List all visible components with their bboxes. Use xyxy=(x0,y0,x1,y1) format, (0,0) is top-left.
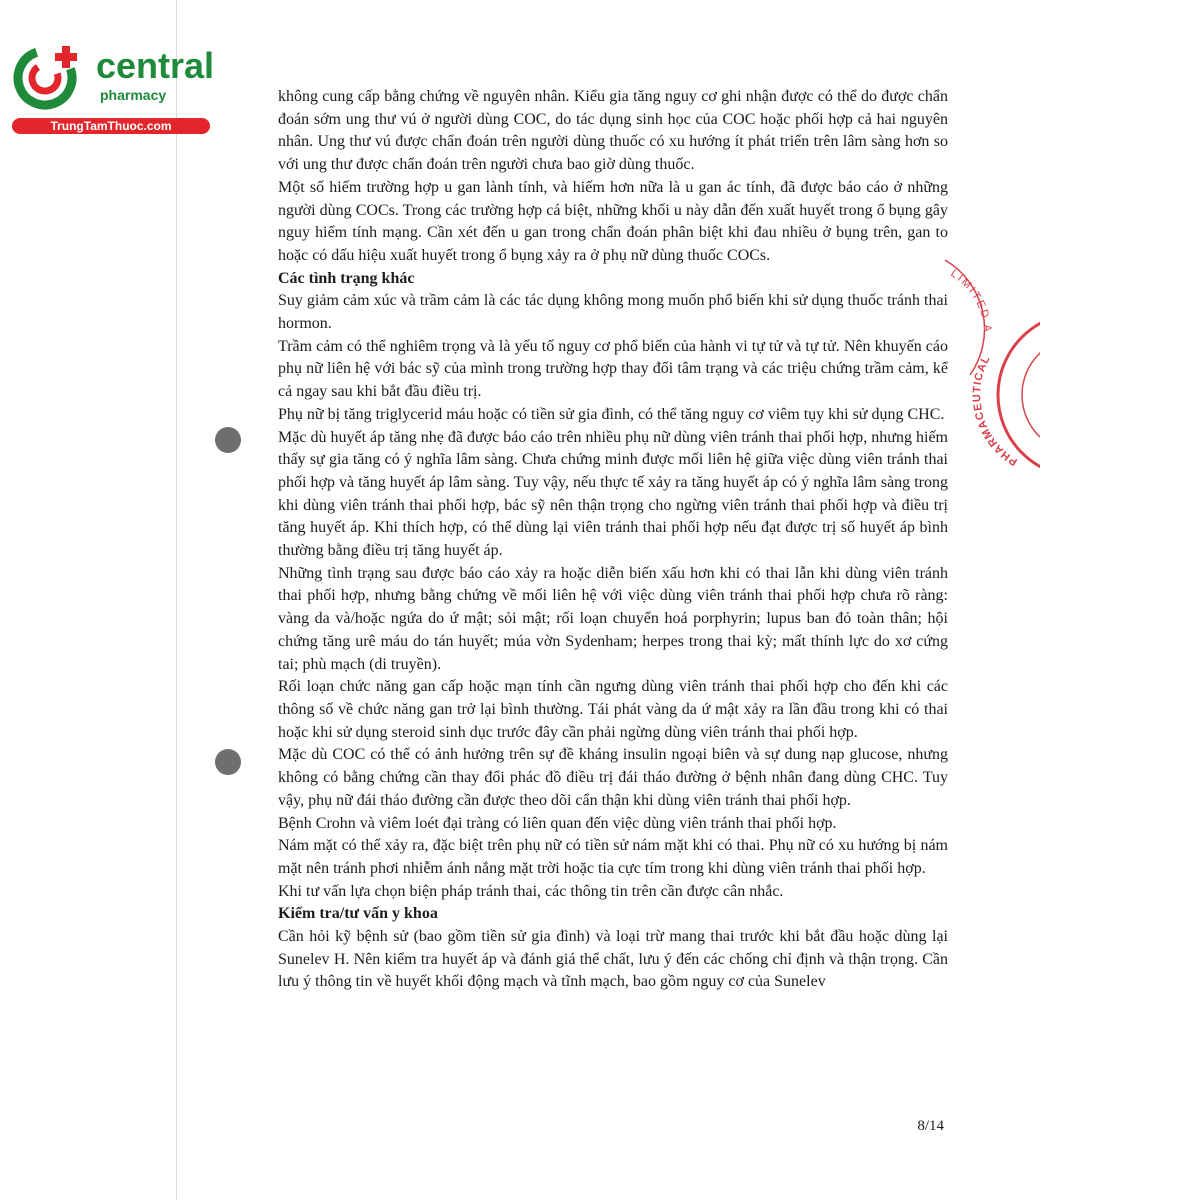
page-number: 8/14 xyxy=(917,1118,944,1134)
punch-hole-top xyxy=(215,427,241,453)
section-heading: Các tình trạng khác xyxy=(278,269,415,287)
paragraph: Khi tư vấn lựa chọn biện pháp tránh thai, các thông tin trên cần được cân nhắc. xyxy=(278,882,784,900)
brand-website: TrungTamThuoc.com xyxy=(12,118,210,134)
svg-text:PHARMACEUTICAL xyxy=(971,353,1019,467)
scan-background-left xyxy=(0,0,176,1200)
brand-subtitle: pharmacy xyxy=(100,87,167,103)
paragraph: không cung cấp bằng chứng về nguyên nhân. Kiểu gia tăng nguy cơ ghi nhận được có thể do được chẩn đoán sớm ung thư vú ở người dùng COC, do tác dụng sinh học của COC hoặc phối hợp cả hai nguyên nhân. Ung thư vú được chẩn đoán trên người dùng thuốc có xu hướng ít phát triển trên lâm sàng hơn so với ung thư được chẩn đoán trên người chưa bao giờ dùng thuốc. xyxy=(278,88,948,174)
document-body xyxy=(278,86,948,994)
paragraph: Trầm cảm có thể nghiêm trọng và là yếu tố nguy cơ phổ biến của hành vi tự tử và tự tử. Nên khuyến cáo phụ nữ liên hệ với bác sỹ của mình trong trường hợp thay đổi tâm trạng và các triệu chứng trầm cảm, kể cả ngay sau khi bắt đầu điều trị. xyxy=(278,337,948,401)
scan-background-right xyxy=(1022,0,1200,1200)
company-stamp xyxy=(940,255,1040,485)
brand-name: central xyxy=(96,45,215,86)
paragraph: Bệnh Crohn và viêm loét đại tràng có liên quan đến việc dùng viên tránh thai phối hợp. xyxy=(278,814,837,832)
paragraph: Phụ nữ bị tăng triglycerid máu hoặc có tiền sử gia đình, có thể tăng nguy cơ viêm tụy khi sử dụng CHC. xyxy=(278,405,945,423)
paragraph: Mặc dù COC có thể có ảnh hưởng trên sự đề kháng insulin ngoại biên và sự dung nạp glucose, nhưng không có bằng chứng cần thay đổi phác đồ điều trị đái tháo đường ở bệnh nhân đang dùng CHC. Tuy vậy, phụ nữ đái tháo đường cần được theo dõi cẩn thận khi dùng viên tránh thai phối hợp. xyxy=(278,746,948,809)
paragraph: Rối loạn chức năng gan cấp hoặc mạn tính cần ngưng dùng viên tránh thai phối hợp cho đến khi các thông số về chức năng gan trở lại bình thường. Tái phát vàng da ứ mật xảy ra lần đầu trong khi có thai hoặc khi sử dụng steroid sinh dục trước đây cần phải ngừng dùng viên tránh thai phối hợp. xyxy=(278,678,948,741)
paragraph: Mặc dù huyết áp tăng nhẹ đã được báo cáo trên nhiều phụ nữ dùng viên tránh thai phối hợp, nhưng hiếm thấy sự gia tăng có ý nghĩa lâm sàng. Chưa chứng minh được mối liên hệ giữa việc dùng viên tránh thai phối hợp và tăng huyết áp lâm sàng. Tuy vậy, nếu thực tế xảy ra tăng huyết áp có ý nghĩa lâm sàng trong khi dùng viên tránh thai phối hợp, bác sỹ nên thận trọng cho ngừng viên tránh thai phối hợp và điều trị tăng huyết áp. Khi thích hợp, có thể dùng lại viên tránh thai phối hợp nếu đạt được trị số huyết áp bình thường bằng điều trị tăng huyết áp. xyxy=(278,428,948,560)
section-heading: Kiểm tra/tư vấn y khoa xyxy=(278,905,438,923)
paragraph: Những tình trạng sau được báo cáo xảy ra hoặc diễn biến xấu hơn khi có thai lẫn khi dùng viên tránh thai phối hợp, nhưng bằng chứng về mối liên hệ với việc dùng viên tránh thai phối hợp chưa rõ ràng: vàng da và/hoặc ngứa do ứ mật; sỏi mật; rối loạn chuyển hoá porphyrin; lupus ban đỏ toàn thân; hội chứng tăng urê máu do tán huyết; múa vờn Sydenham; herpes trong thai kỳ; mất thính lực do xơ cứng tai; phù mạch (di truyền). xyxy=(278,564,948,673)
central-pharmacy-logo xyxy=(10,38,215,138)
stamp-text-upper: LIMITED A xyxy=(948,267,994,335)
paragraph: Suy giảm cảm xúc và trầm cảm là các tác dụng không mong muốn phổ biến khi sử dụng thuốc tránh thai hormon. xyxy=(278,292,948,333)
svg-text:LIMITED A xyxy=(948,267,993,334)
paragraph: Một số hiếm trường hợp u gan lành tính, và hiếm hơn nữa là u gan ác tính, đã được báo cáo ở những người dùng COCs. Trong các trường hợp cá biệt, những khối u này dẫn đến xuất huyết trong ổ bụng gây nguy hiểm tính mạng. Cần xét đến u gan trong chẩn đoán phân biệt khi đau nhiều ở bụng trên, gan to hoặc có dấu hiệu xuất huyết trong ổ bụng xảy ra ở phụ nữ dùng thuốc COCs. xyxy=(278,178,948,264)
stamp-text-lower: PHARMACEUTICAL xyxy=(971,353,1020,468)
punch-hole-bottom xyxy=(215,749,241,775)
paragraph: Nám mặt có thể xảy ra, đặc biệt trên phụ nữ có tiền sử nám mặt khi có thai. Phụ nữ có xu hướng bị nám mặt nên tránh phơi nhiễm ánh nắng mặt trời hoặc tia cực tím trong khi dùng viên tránh thai phối hợp. xyxy=(278,837,948,877)
paragraph: Cần hỏi kỹ bệnh sử (bao gồm tiền sử gia đình) và loại trừ mang thai trước khi bắt đầu hoặc dùng lại Sunelev H. Nên kiểm tra huyết áp và đánh giá thể chất, lưu ý đến các chống chỉ định và thận trọng. Cần lưu ý thông tin về huyết khối động mạch và tĩnh mạch, bao gồm nguy cơ của Sunelev xyxy=(278,928,948,991)
pharmacy-cross-logo-icon xyxy=(10,38,90,118)
